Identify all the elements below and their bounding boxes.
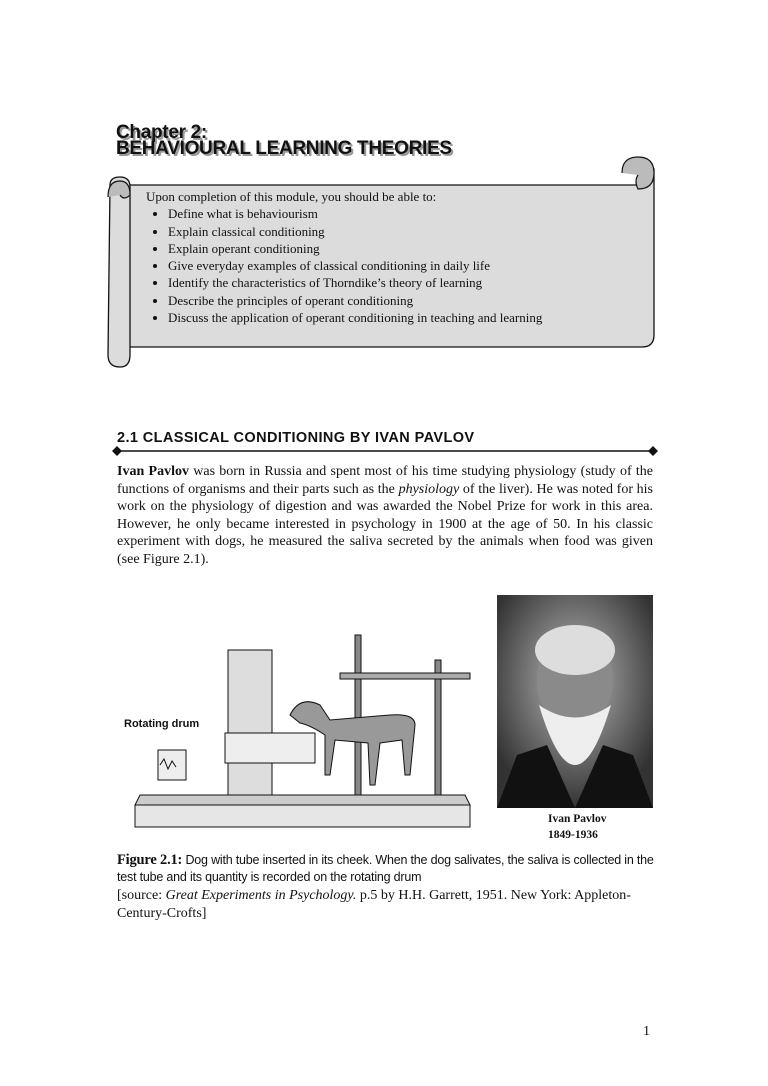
list-item: • Give everyday examples of classical conditioning in daily life <box>168 257 542 274</box>
list-item: • Discuss the application of operant conditioning in teaching and learning <box>168 309 542 326</box>
list-item: • Describe the principles of operant conditioning <box>168 292 542 309</box>
text: of the liver). He was noted for his work on the physiology of digestion and was awarded the Nobel Prize for work in this area. However, he only became interested in psychology in 1900 at the age of 50. In his classic experiment with dogs, he measured the saliva secreted by the animals when food was given (see Figure 2.1). <box>117 481 654 567</box>
learning-objectives <box>146 188 542 326</box>
caption-text: Dog with tube inserted in its cheek. When the dog salivates, the saliva is collected in the test tube and its quantity is recorded on the rotating drum <box>117 853 654 884</box>
emphasis: physiology <box>398 481 460 497</box>
list-item: • Explain operant conditioning <box>168 240 542 257</box>
person-name: Ivan Pavlov <box>117 464 189 479</box>
list-item: • Define what is behaviourism <box>168 205 542 222</box>
drum-label: Rotating drum <box>124 718 200 730</box>
page-number: 1 <box>643 1024 650 1039</box>
text: [source: <box>117 888 166 903</box>
section-heading: 2.1 CLASSICAL CONDITIONING BY IVAN PAVLOV <box>117 430 475 446</box>
figure-caption <box>117 852 657 923</box>
caption-label: Figure 2.1: <box>117 852 183 868</box>
portrait-name: Ivan Pavlov <box>548 813 607 825</box>
figure-source <box>117 887 657 923</box>
text: was born in Russia and spent most of his time studying physiology (study of the functions of organisms and their parts such as the <box>117 464 653 497</box>
source-title: Great Experiments in Psychology. <box>165 888 357 903</box>
list-item: • Explain classical conditioning <box>168 223 542 240</box>
portrait-caption <box>548 811 606 843</box>
objectives-intro: Upon completion of this module, you should be able to: <box>146 189 437 204</box>
pavlov-portrait <box>497 595 653 808</box>
body-paragraph <box>117 463 653 568</box>
text: p.5 by H.H. Garrett, 1951. New York: Appleton-Century-Crofts] <box>117 888 631 921</box>
objectives-list <box>146 205 542 326</box>
chapter-label: Chapter 2: <box>116 122 207 143</box>
chapter-title: BEHAVIOURAL LEARNING THEORIES <box>116 138 452 159</box>
portrait-years: 1849-1936 <box>548 829 598 841</box>
list-item: • Identify the characteristics of Thorndike’s theory of learning <box>168 274 542 291</box>
heading-rule <box>112 446 658 456</box>
